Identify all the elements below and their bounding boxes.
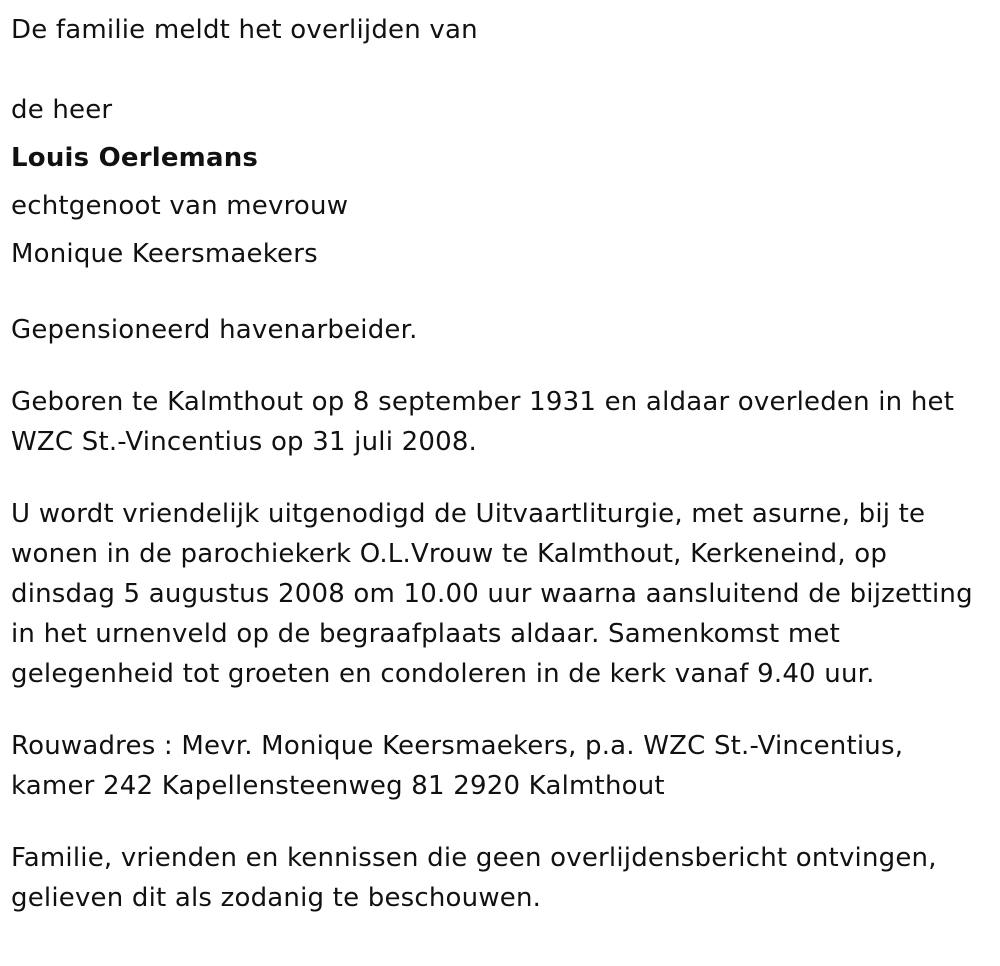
funeral-paragraph	[11, 494, 991, 694]
paragraph-line: dinsdag 5 augustus 2008 om 10.00 uur waarna aansluitend de bijzetting	[11, 579, 973, 609]
salutation: de heer	[11, 95, 113, 125]
paragraph-line: U wordt vriendelijk uitgenodigd de Uitvaartliturgie, met asurne, bij te	[11, 499, 926, 529]
spouse-prefix: echtgenoot van mevrouw	[11, 191, 349, 221]
closing-paragraph	[11, 838, 991, 918]
paragraph-line: gelieven dit als zodanig te beschouwen.	[11, 883, 542, 913]
deceased-name: Louis Oerlemans	[11, 143, 259, 173]
paragraph-line: wonen in de parochiekerk O.L.Vrouw te Kalmthout, Kerkeneind, op	[11, 539, 888, 569]
birth-death-paragraph	[11, 382, 991, 462]
paragraph-line: in het urnenveld op de begraafplaats aldaar. Samenkomst met	[11, 619, 840, 649]
spouse-name: Monique Keersmaekers	[11, 239, 318, 269]
paragraph-line: Geboren te Kalmthout op 8 september 1931 en aldaar overleden in het	[11, 387, 955, 417]
intro-line: De familie meldt het overlijden van	[11, 15, 478, 45]
death-notice	[11, 6, 991, 918]
paragraph-line: kamer 242 Kapellensteenweg 81 2920 Kalmthout	[11, 771, 665, 801]
paragraph-line: WZC St.-Vincentius op 31 juli 2008.	[11, 427, 478, 457]
occupation: Gepensioneerd havenarbeider.	[11, 315, 418, 345]
paragraph-line: Rouwadres : Mevr. Monique Keersmaekers, p.a. WZC St.-Vincentius,	[11, 731, 904, 761]
address-paragraph	[11, 726, 991, 806]
paragraph-line: Familie, vrienden en kennissen die geen overlijdensbericht ontvingen,	[11, 843, 937, 873]
paragraph-line: gelegenheid tot groeten en condoleren in de kerk vanaf 9.40 uur.	[11, 659, 875, 689]
